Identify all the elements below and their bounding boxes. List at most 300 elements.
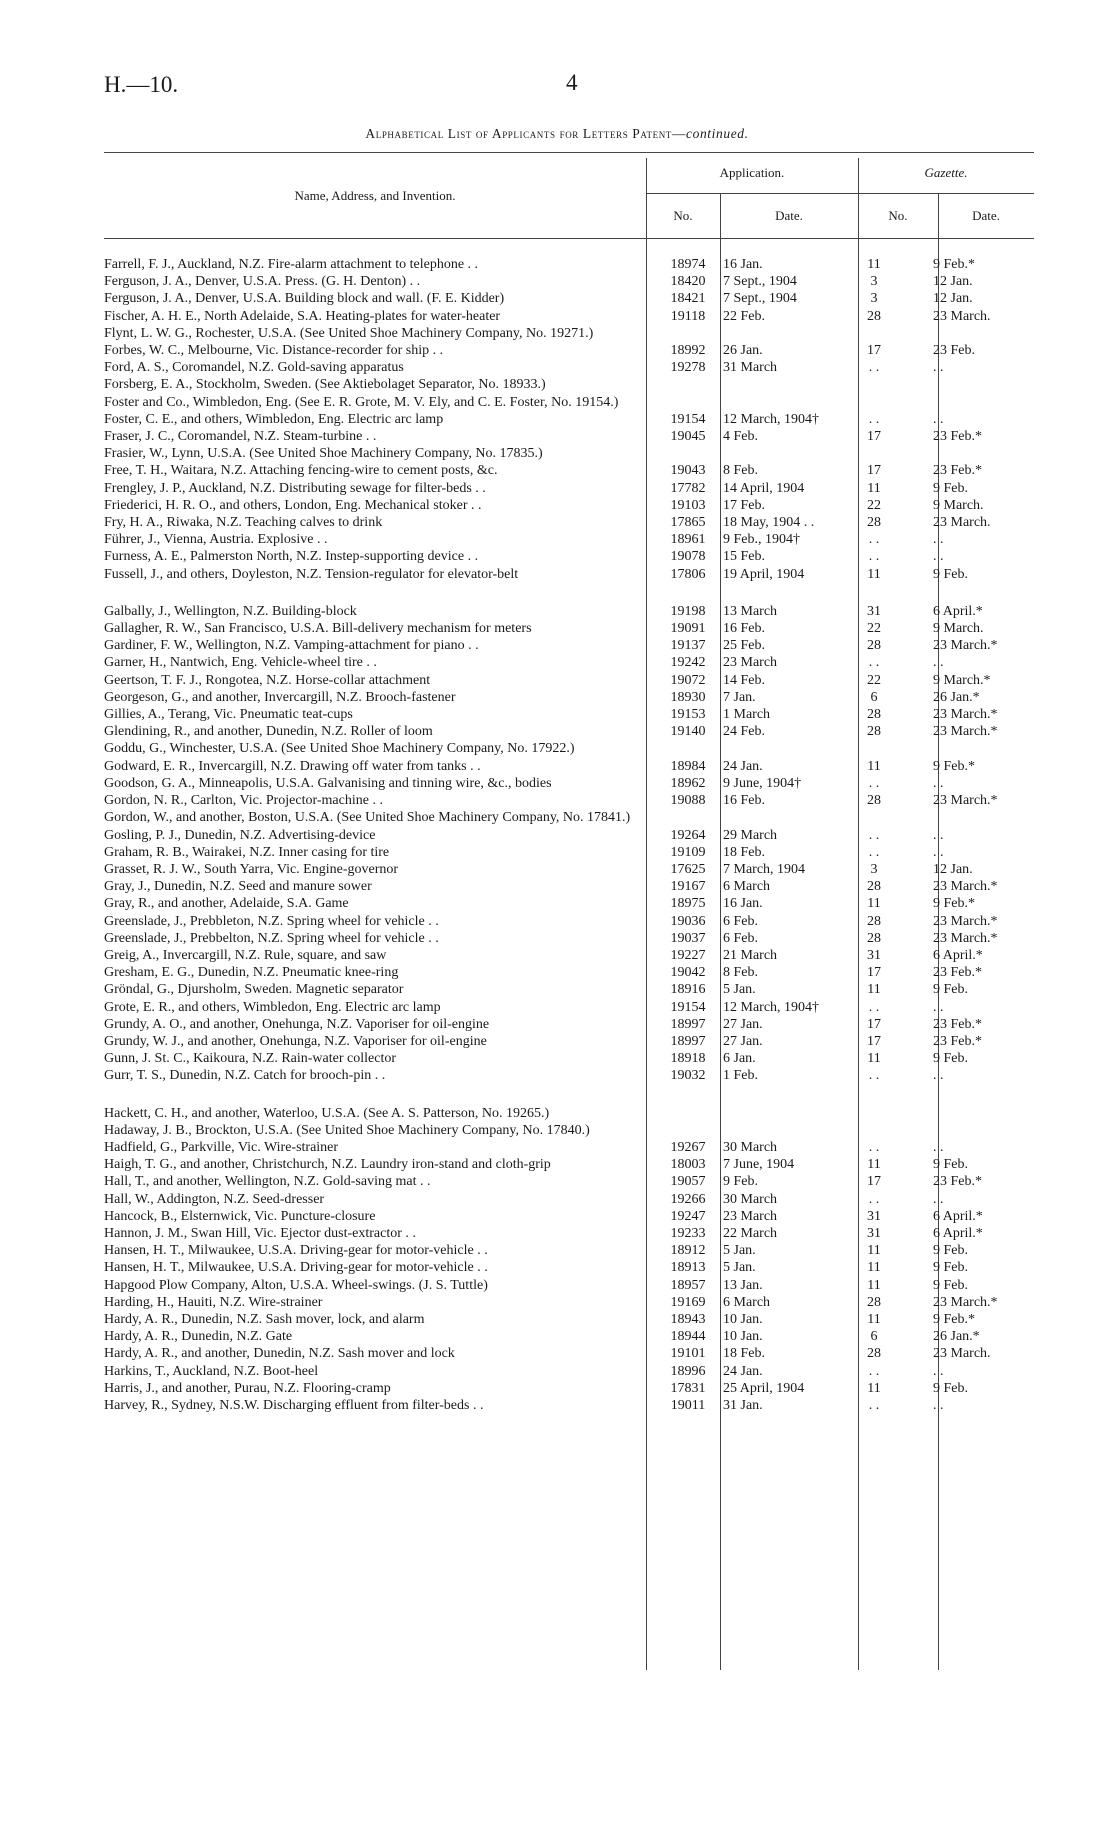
application-number: 17831 — [670, 1380, 706, 1396]
page-title — [0, 126, 1114, 142]
applicant-row — [104, 445, 1034, 462]
applicant-row — [104, 672, 1034, 689]
gazette-date: 23 March.* — [933, 913, 998, 929]
gazette-date: 23 March.* — [933, 793, 998, 809]
application-number: 17806 — [670, 566, 706, 582]
applicant-name: Greig, A., Invercargill, N.Z. Rule, square, and saw — [104, 947, 387, 963]
applicant-name: Fraser, J. C., Coromandel, N.Z. Steam-turbine . . — [104, 429, 377, 445]
gazette-date: 9 Feb. — [933, 1277, 968, 1293]
applicant-row — [104, 1259, 1034, 1276]
applicant-name: Hancock, B., Elsternwick, Vic. Puncture-closure — [104, 1208, 376, 1224]
gazette-number: . . — [868, 360, 880, 376]
gazette-number: 28 — [867, 1346, 881, 1362]
application-date: 6 Feb. — [723, 913, 758, 929]
application-date: 23 March — [723, 1208, 778, 1224]
applicant-name: Harvey, R., Sydney, N.S.W. Discharging effluent from filter-beds . . — [104, 1398, 484, 1413]
gazette-number: 3 — [870, 291, 878, 307]
gazette-number: . . — [868, 1363, 880, 1379]
title-continued: continued. — [686, 126, 749, 141]
gazette-date: 12 Jan. — [933, 291, 973, 307]
application-number: 18916 — [670, 982, 706, 998]
applicant-row — [104, 775, 1034, 792]
gazette-date: 23 Feb.* — [933, 429, 982, 445]
applicant-row — [104, 827, 1034, 844]
applicant-name: Haigh, T. G., and another, Christchurch, N.Z. Laundry iron-stand and cloth-grip — [104, 1157, 551, 1173]
header-rule-bottom — [104, 238, 1034, 239]
applicant-row — [104, 1225, 1034, 1242]
applicant-name: Führer, J., Vienna, Austria. Explosive . . — [104, 532, 328, 548]
gazette-number: 22 — [867, 497, 881, 513]
applicant-row — [104, 930, 1034, 947]
gazette-number: . . — [868, 999, 880, 1015]
application-number: 18997 — [670, 1033, 706, 1049]
applicant-name: Harris, J., and another, Purau, N.Z. Flooring-cramp — [104, 1380, 391, 1396]
application-date: 6 Jan. — [723, 1051, 756, 1067]
gazette-number: 28 — [867, 930, 881, 946]
applicant-row — [104, 1294, 1034, 1311]
application-date: 18 Feb. — [723, 844, 765, 860]
gazette-date: 9 Feb.* — [933, 1311, 975, 1327]
application-number: 18961 — [670, 532, 706, 548]
application-number: 18913 — [670, 1260, 706, 1276]
application-number: 19233 — [670, 1225, 706, 1241]
application-number: 19266 — [670, 1191, 706, 1207]
application-number: 19118 — [670, 308, 706, 324]
gazette-date: 23 March. — [933, 1346, 991, 1362]
applicant-row — [104, 792, 1034, 809]
application-number: 19045 — [670, 429, 706, 445]
gazette-date: . . — [933, 844, 944, 860]
applicant-name: Galbally, J., Wellington, N.Z. Building-block — [104, 603, 357, 619]
applicant-row — [104, 654, 1034, 671]
applicant-name: Frengley, J. P., Auckland, N.Z. Distributing sewage for filter-beds . . — [104, 480, 486, 496]
applicant-row — [104, 359, 1034, 376]
gazette-number: . . — [868, 1139, 880, 1155]
applicant-name: Greenslade, J., Prebbleton, N.Z. Spring wheel for vehicle . . — [104, 913, 439, 929]
gazette-number: 11 — [867, 1380, 881, 1396]
gazette-number: . . — [868, 411, 880, 427]
gazette-date: 23 March.* — [933, 724, 998, 740]
applicant-row — [104, 723, 1034, 740]
application-number: 17865 — [670, 515, 706, 531]
applicant-row — [104, 1191, 1034, 1208]
application-date: 25 April, 1904 — [723, 1380, 805, 1396]
page-number: 4 — [566, 70, 578, 95]
applicant-row — [104, 1050, 1034, 1067]
gazette-date: 23 Feb.* — [933, 1033, 982, 1049]
applicant-row — [104, 342, 1034, 359]
gazette-number: 31 — [867, 1225, 881, 1241]
applicant-name: Grote, E. R., and others, Wimbledon, Eng. Electric arc lamp — [104, 999, 441, 1015]
applicant-row — [104, 462, 1034, 479]
applicant-row — [104, 566, 1034, 583]
gazette-date: 23 Feb. — [933, 343, 975, 359]
application-date: 13 March — [723, 603, 778, 619]
applicant-row — [104, 758, 1034, 775]
gazette-number: 11 — [867, 1051, 881, 1067]
gazette-number: . . — [868, 1191, 880, 1207]
header-gazette: Gazette. — [924, 165, 968, 180]
applicant-name: Hall, W., Addington, N.Z. Seed-dresser — [104, 1191, 325, 1207]
gazette-number: 17 — [867, 1174, 881, 1190]
applicant-row — [104, 947, 1034, 964]
gazette-date: . . — [933, 549, 944, 565]
application-number: 19278 — [670, 360, 706, 376]
applicant-row — [104, 531, 1034, 548]
applicant-name: Ferguson, J. A., Denver, U.S.A. Press. (G. H. Denton) . . — [104, 274, 421, 290]
application-date: 16 Jan. — [723, 257, 763, 272]
gazette-date: 23 March.* — [933, 1294, 998, 1310]
application-number: 19154 — [670, 999, 706, 1015]
application-date: 7 March, 1904 — [723, 861, 806, 877]
applicant-name: Graham, R. B., Wairakei, N.Z. Inner casing for tire — [104, 844, 390, 860]
gazette-number: 17 — [867, 429, 881, 445]
gazette-date: 6 April.* — [933, 947, 983, 963]
applicant-name: Fry, H. A., Riwaka, N.Z. Teaching calves to drink — [104, 515, 383, 531]
gazette-date: 9 Feb. — [933, 1157, 968, 1173]
application-number: 18003 — [670, 1157, 706, 1173]
gazette-number: . . — [868, 549, 880, 565]
header-rule-mid — [646, 193, 1034, 194]
application-number: 18962 — [670, 775, 706, 791]
gazette-date: 12 Jan. — [933, 861, 973, 877]
applicant-row — [104, 325, 1034, 342]
applicant-name: Hardy, A. R., and another, Dunedin, N.Z. Sash mover and lock — [104, 1346, 455, 1362]
gazette-date: 9 March. — [933, 497, 984, 513]
application-number: 18421 — [670, 291, 706, 307]
application-date: 5 Jan. — [723, 982, 756, 998]
applicant-name: Forbes, W. C., Melbourne, Vic. Distance-recorder for ship . . — [104, 343, 444, 359]
application-number: 19057 — [670, 1174, 706, 1190]
gazette-number: 31 — [867, 947, 881, 963]
applicant-row — [104, 1016, 1034, 1033]
header-app-date: Date. — [775, 208, 803, 223]
application-number: 18420 — [670, 274, 706, 290]
application-number: 19167 — [670, 879, 706, 895]
application-number: 18912 — [670, 1243, 706, 1259]
applicant-name: Garner, H., Nantwich, Eng. Vehicle-wheel tire . . — [104, 655, 377, 671]
application-date: 26 Jan. — [723, 343, 763, 359]
application-date: 7 June, 1904 — [723, 1157, 795, 1173]
applicant-name: Glendining, R., and another, Dunedin, N.Z. Roller of loom — [104, 724, 433, 740]
application-date: 10 Jan. — [723, 1329, 763, 1345]
applicant-name: Hadaway, J. B., Brockton, U.S.A. (See United Shoe Machinery Company, No. 17840.) — [104, 1122, 590, 1138]
gazette-number: 11 — [867, 1243, 881, 1259]
gazette-number: . . — [868, 844, 880, 860]
applicant-row — [104, 1105, 1034, 1122]
applicant-name: Gröndal, G., Djursholm, Sweden. Magnetic separator — [104, 982, 404, 998]
application-number: 19227 — [670, 947, 706, 963]
applicant-row — [104, 603, 1034, 620]
applicant-name: Goodson, G. A., Minneapolis, U.S.A. Galvanising and tinning wire, &c., bodies — [104, 775, 552, 791]
gazette-number: 17 — [867, 343, 881, 359]
application-date: 5 Jan. — [723, 1260, 756, 1276]
header-application: Application. — [719, 165, 785, 180]
application-number: 19042 — [670, 965, 706, 981]
application-number: 19101 — [670, 1346, 706, 1362]
application-number: 18992 — [670, 343, 706, 359]
application-number: 19264 — [670, 827, 706, 843]
gazette-date: 23 Feb.* — [933, 1016, 982, 1032]
applicant-name: Gray, J., Dunedin, N.Z. Seed and manure sower — [104, 879, 372, 895]
applicant-name: Hardy, A. R., Dunedin, N.Z. Gate — [104, 1329, 293, 1345]
gazette-number: 3 — [870, 274, 878, 290]
gazette-date: 9 Feb. — [933, 1380, 968, 1396]
gazette-date: 6 April.* — [933, 1225, 983, 1241]
gazette-date: 26 Jan.* — [933, 689, 980, 705]
applicant-name: Harkins, T., Auckland, N.Z. Boot-heel — [104, 1363, 319, 1379]
application-number: 18943 — [670, 1311, 706, 1327]
applicant-row — [104, 1363, 1034, 1380]
application-number: 19037 — [670, 930, 706, 946]
application-date: 18 Feb. — [723, 1346, 765, 1362]
application-number: 18984 — [670, 758, 706, 774]
gazette-date: 9 Feb. — [933, 1051, 968, 1067]
applicant-name: Goddu, G., Winchester, U.S.A. (See United Shoe Machinery Company, No. 17922.) — [104, 741, 575, 757]
gazette-number: 11 — [867, 982, 881, 998]
gazette-date: . . — [933, 1139, 944, 1155]
application-number: 18975 — [670, 896, 706, 912]
application-date: 7 Jan. — [723, 689, 756, 705]
applicant-row — [104, 548, 1034, 565]
applicant-row — [104, 1033, 1034, 1050]
application-date: 6 March — [723, 879, 771, 895]
gazette-date: 9 March.* — [933, 672, 991, 688]
application-date: 30 March — [723, 1139, 778, 1155]
gazette-number: 6 — [870, 1329, 878, 1345]
gazette-date: . . — [933, 1191, 944, 1207]
application-date: 4 Feb. — [723, 429, 758, 445]
applicant-row — [104, 706, 1034, 723]
application-number: 19036 — [670, 913, 706, 929]
application-date: 12 March, 1904† — [723, 411, 820, 427]
application-number: 17782 — [670, 480, 706, 496]
gazette-date: 23 March. — [933, 515, 991, 531]
gazette-date: 26 Jan.* — [933, 1329, 980, 1345]
applicant-name: Ferguson, J. A., Denver, U.S.A. Building block and wall. (F. E. Kidder) — [104, 291, 505, 307]
application-date: 24 Jan. — [723, 1363, 763, 1379]
applicant-row — [104, 1328, 1034, 1345]
applicant-row — [104, 637, 1034, 654]
application-number: 19088 — [670, 793, 706, 809]
gazette-number: 3 — [870, 861, 878, 877]
applicant-name: Fussell, J., and others, Doyleston, N.Z. Tension-regulator for elevator-belt — [104, 566, 519, 582]
application-date: 16 Feb. — [723, 793, 765, 809]
applicant-row — [104, 1156, 1034, 1173]
application-date: 27 Jan. — [723, 1016, 763, 1032]
applicant-row — [104, 1345, 1034, 1362]
gazette-date: 9 Feb.* — [933, 758, 975, 774]
gazette-number: 31 — [867, 1208, 881, 1224]
application-number: 19032 — [670, 1068, 706, 1084]
gazette-date: . . — [933, 360, 944, 376]
applicant-row — [104, 689, 1034, 706]
gazette-number: 22 — [867, 672, 881, 688]
application-date: 31 March — [723, 360, 778, 376]
gazette-number: . . — [868, 775, 880, 791]
applicant-row — [104, 256, 1034, 273]
applicant-name: Ford, A. S., Coromandel, N.Z. Gold-saving apparatus — [104, 360, 404, 376]
gazette-date: 9 Feb.* — [933, 257, 975, 272]
gazette-number: 31 — [867, 603, 881, 619]
application-number: 19247 — [670, 1208, 706, 1224]
applicant-name: Hansen, H. T., Milwaukee, U.S.A. Driving-gear for motor-vehicle . . — [104, 1260, 488, 1276]
application-date: 19 April, 1904 — [723, 566, 805, 582]
applicant-name: Foster, C. E., and others, Wimbledon, Eng. Electric arc lamp — [104, 411, 444, 427]
gazette-date: 23 Feb.* — [933, 463, 982, 479]
applicant-row — [104, 964, 1034, 981]
application-date: 22 March — [723, 1225, 778, 1241]
application-number: 19103 — [670, 497, 706, 513]
applicant-row — [104, 913, 1034, 930]
gazette-number: 28 — [867, 879, 881, 895]
applicant-name: Grundy, A. O., and another, Onehunga, N.Z. Vaporiser for oil-engine — [104, 1016, 490, 1032]
applicant-name: Fischer, A. H. E., North Adelaide, S.A. Heating-plates for water-heater — [104, 308, 501, 324]
application-number: 19267 — [670, 1139, 706, 1155]
application-number: 18930 — [670, 689, 706, 705]
applicant-name: Harding, H., Hauiti, N.Z. Wire-strainer — [104, 1294, 323, 1310]
gazette-date: 9 Feb. — [933, 1260, 968, 1276]
applicant-name: Gray, R., and another, Adelaide, S.A. Game — [104, 896, 349, 912]
applicant-name: Friederici, H. R. O., and others, London, Eng. Mechanical stoker . . — [104, 497, 482, 513]
document-reference: H.—10. — [104, 72, 179, 97]
application-date: 22 Feb. — [723, 308, 765, 324]
applicant-row — [104, 376, 1034, 393]
applicant-name: Forsberg, E. A., Stockholm, Sweden. (See Aktiebolaget Separator, No. 18933.) — [104, 377, 546, 393]
application-date: 27 Jan. — [723, 1033, 763, 1049]
application-date: 5 Jan. — [723, 1243, 756, 1259]
gazette-number: 28 — [867, 1294, 881, 1310]
gazette-date: 23 March. — [933, 308, 991, 324]
gazette-date: 6 April.* — [933, 603, 983, 619]
gazette-date: 9 Feb. — [933, 982, 968, 998]
application-number: 19154 — [670, 411, 706, 427]
applicant-name: Free, T. H., Waitara, N.Z. Attaching fencing-wire to cement posts, &c. — [104, 463, 498, 479]
applicant-row — [104, 1311, 1034, 1328]
header-name: Name, Address, and Invention. — [294, 188, 456, 203]
application-number: 19198 — [670, 603, 706, 619]
applicant-row — [104, 740, 1034, 757]
gazette-number: 17 — [867, 1016, 881, 1032]
gazette-number: 28 — [867, 707, 881, 723]
header-rule-top — [104, 152, 1034, 153]
applicant-row — [104, 308, 1034, 325]
application-date: 10 Jan. — [723, 1311, 763, 1327]
application-date: 8 Feb. — [723, 463, 758, 479]
gazette-number: 11 — [867, 758, 881, 774]
application-number: 19078 — [670, 549, 706, 565]
gazette-number: 11 — [867, 1311, 881, 1327]
applicant-row — [104, 480, 1034, 497]
gazette-date: 9 March. — [933, 621, 984, 637]
gazette-number: 11 — [867, 1277, 881, 1293]
application-date: 13 Jan. — [723, 1277, 763, 1293]
gazette-number: 28 — [867, 793, 881, 809]
application-number: 18996 — [670, 1363, 706, 1379]
gazette-number: 11 — [867, 257, 881, 272]
applicant-name: Frasier, W., Lynn, U.S.A. (See United Shoe Machinery Company, No. 17835.) — [104, 446, 543, 462]
application-number: 17625 — [670, 861, 706, 877]
applicant-row — [104, 1122, 1034, 1139]
applicant-row — [104, 809, 1034, 826]
applicant-row — [104, 999, 1034, 1016]
applicant-row — [104, 497, 1034, 514]
application-number: 19242 — [670, 655, 706, 671]
gazette-date: . . — [933, 411, 944, 427]
gazette-date: . . — [933, 1068, 944, 1084]
gazette-number: . . — [868, 532, 880, 548]
applicant-name: Hackett, C. H., and another, Waterloo, U.S.A. (See A. S. Patterson, No. 19265.) — [104, 1105, 550, 1121]
gazette-number: 28 — [867, 308, 881, 324]
applicant-row — [104, 273, 1034, 290]
gazette-date: . . — [933, 532, 944, 548]
applicant-name: Gordon, W., and another, Boston, U.S.A. (See United Shoe Machinery Company, No. 17841.) — [104, 810, 631, 826]
application-date: 6 March — [723, 1294, 771, 1310]
application-date: 9 June, 1904† — [723, 775, 802, 791]
gazette-number: 11 — [867, 480, 881, 496]
application-date: 1 Feb. — [723, 1068, 758, 1084]
gazette-number: 28 — [867, 515, 881, 531]
applicant-name: Farrell, F. J., Auckland, N.Z. Fire-alarm attachment to telephone . . — [104, 257, 479, 272]
gazette-date: 23 March.* — [933, 707, 998, 723]
gazette-number: 11 — [867, 1260, 881, 1276]
applicant-name: Gillies, A., Terang, Vic. Pneumatic teat-cups — [104, 707, 353, 723]
applicant-name: Gosling, P. J., Dunedin, N.Z. Advertising-device — [104, 827, 376, 843]
applicant-row — [104, 1397, 1034, 1414]
application-number: 19169 — [670, 1294, 706, 1310]
application-number: 19109 — [670, 844, 706, 860]
applicant-name: Hall, T., and another, Wellington, N.Z. Gold-saving mat . . — [104, 1174, 431, 1190]
applicant-row — [104, 878, 1034, 895]
application-date: 7 Sept., 1904 — [723, 291, 797, 307]
applicant-name: Gunn, J. St. C., Kaikoura, N.Z. Rain-water collector — [104, 1051, 396, 1067]
applicant-row — [104, 1242, 1034, 1259]
applicant-name: Foster and Co., Wimbledon, Eng. (See E. R. Grote, M. V. Ely, and C. E. Foster, No. 19154.) — [104, 394, 619, 410]
gazette-date: 23 March.* — [933, 930, 998, 946]
applicant-name: Grundy, W. J., and another, Onehunga, N.Z. Vaporiser for oil-engine — [104, 1033, 487, 1049]
gazette-date: 23 March.* — [933, 638, 998, 654]
application-date: 24 Jan. — [723, 758, 763, 774]
applicant-row — [104, 514, 1034, 531]
gazette-date: . . — [933, 775, 944, 791]
applicant-name: Greenslade, J., Prebbelton, N.Z. Spring wheel for vehicle . . — [104, 930, 439, 946]
gazette-number: . . — [868, 1068, 880, 1084]
applicant-name: Hadfield, G., Parkville, Vic. Wire-strainer — [104, 1139, 339, 1155]
application-date: 6 Feb. — [723, 930, 758, 946]
application-date: 14 Feb. — [723, 672, 765, 688]
title-main: Alphabetical List of Applicants for Letters Patent— — [365, 126, 686, 141]
application-date: 8 Feb. — [723, 965, 758, 981]
application-number: 19153 — [670, 707, 706, 723]
applicant-row — [104, 981, 1034, 998]
gazette-date: . . — [933, 827, 944, 843]
gazette-number: 17 — [867, 1033, 881, 1049]
applicant-name: Geertson, T. F. J., Rongotea, N.Z. Horse-collar attachment — [104, 672, 431, 688]
gazette-number: . . — [868, 827, 880, 843]
gazette-date: . . — [933, 655, 944, 671]
application-number: 18997 — [670, 1016, 706, 1032]
applicant-row — [104, 411, 1034, 428]
applicant-row — [104, 1277, 1034, 1294]
gazette-number: 17 — [867, 463, 881, 479]
gazette-number: 11 — [867, 566, 881, 582]
application-date: 23 March — [723, 655, 778, 671]
application-number: 18918 — [670, 1051, 706, 1067]
applicant-row — [104, 895, 1034, 912]
application-number: 19140 — [670, 724, 706, 740]
applicant-name: Gordon, N. R., Carlton, Vic. Projector-machine . . — [104, 793, 383, 809]
applicant-row — [104, 1173, 1034, 1190]
